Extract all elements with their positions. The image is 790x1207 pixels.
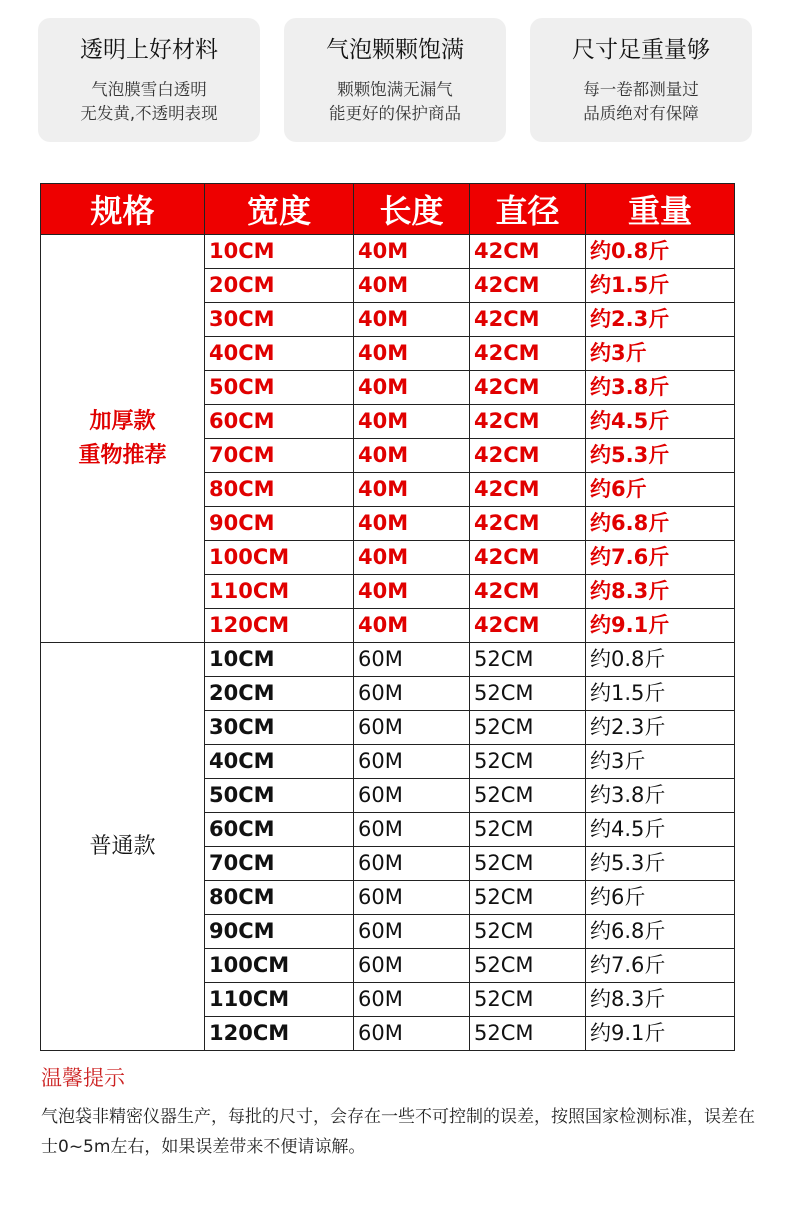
feature-card-size: [530, 18, 752, 142]
header-diameter: 直径: [470, 184, 586, 235]
diameter-cell: 52CM: [470, 915, 586, 949]
weight-cell: 约5.3斤: [586, 439, 735, 473]
weight-cell: 约2.3斤: [586, 303, 735, 337]
width-cell: 90CM: [205, 507, 354, 541]
feature-card-desc-line1: 气泡膜雪白透明: [91, 80, 207, 99]
diameter-cell: 42CM: [470, 371, 586, 405]
length-cell: 40M: [354, 269, 470, 303]
width-cell: 50CM: [205, 371, 354, 405]
width-cell: 30CM: [205, 303, 354, 337]
diameter-cell: 52CM: [470, 1017, 586, 1051]
width-cell: 30CM: [205, 711, 354, 745]
width-cell: 60CM: [205, 813, 354, 847]
width-cell: 80CM: [205, 473, 354, 507]
width-cell: 110CM: [205, 983, 354, 1017]
length-cell: 60M: [354, 711, 470, 745]
note-body: 气泡袋非精密仪器生产，每批的尺寸，会存在一些不可控制的误差，按照国家检测标准，误差在士0~5m左右，如果误差带来不便请谅解。: [41, 1107, 755, 1157]
weight-cell: 约6.8斤: [586, 507, 735, 541]
spec-table-header: [41, 184, 735, 235]
length-cell: 60M: [354, 643, 470, 677]
width-cell: 10CM: [205, 643, 354, 677]
length-cell: 60M: [354, 745, 470, 779]
diameter-cell: 42CM: [470, 473, 586, 507]
diameter-cell: 52CM: [470, 779, 586, 813]
width-cell: 100CM: [205, 541, 354, 575]
diameter-cell: 52CM: [470, 881, 586, 915]
feature-card-title: 透明上好材料: [80, 37, 218, 63]
weight-cell: 约3斤: [586, 337, 735, 371]
diameter-cell: 42CM: [470, 609, 586, 643]
feature-card-desc-line2: 品质绝对有保障: [583, 104, 699, 123]
diameter-cell: 52CM: [470, 643, 586, 677]
weight-cell: 约1.5斤: [586, 677, 735, 711]
diameter-cell: 42CM: [470, 507, 586, 541]
width-cell: 40CM: [205, 337, 354, 371]
width-cell: 90CM: [205, 915, 354, 949]
length-cell: 40M: [354, 541, 470, 575]
spec-table: [40, 183, 735, 1051]
width-cell: 110CM: [205, 575, 354, 609]
header-length: 长度: [354, 184, 470, 235]
length-cell: 60M: [354, 983, 470, 1017]
width-cell: 70CM: [205, 847, 354, 881]
group-label: [41, 235, 205, 643]
table-row: [41, 643, 735, 677]
diameter-cell: 52CM: [470, 949, 586, 983]
group-label-line1: 普通款: [89, 833, 156, 859]
length-cell: 40M: [354, 303, 470, 337]
length-cell: 60M: [354, 1017, 470, 1051]
width-cell: 80CM: [205, 881, 354, 915]
width-cell: 20CM: [205, 269, 354, 303]
feature-card-title: 气泡颗颗饱满: [326, 37, 464, 63]
length-cell: 40M: [354, 609, 470, 643]
weight-cell: 约9.1斤: [586, 609, 735, 643]
weight-cell: 约7.6斤: [586, 541, 735, 575]
weight-cell: 约8.3斤: [586, 575, 735, 609]
length-cell: 40M: [354, 405, 470, 439]
diameter-cell: 42CM: [470, 303, 586, 337]
note-title: 温馨提示: [41, 1066, 125, 1090]
weight-cell: 约6.8斤: [586, 915, 735, 949]
group-label-line2: 重物推荐: [78, 442, 167, 468]
width-cell: 70CM: [205, 439, 354, 473]
diameter-cell: 52CM: [470, 711, 586, 745]
diameter-cell: 42CM: [470, 541, 586, 575]
weight-cell: 约0.8斤: [586, 643, 735, 677]
width-cell: 40CM: [205, 745, 354, 779]
length-cell: 40M: [354, 371, 470, 405]
weight-cell: 约9.1斤: [586, 1017, 735, 1051]
table-row: [41, 235, 735, 269]
feature-card-desc-line1: 颗颗饱满无漏气: [337, 80, 453, 99]
feature-card-desc-line2: 无发黄,不透明表现: [80, 104, 218, 123]
weight-cell: 约3斤: [586, 745, 735, 779]
diameter-cell: 42CM: [470, 269, 586, 303]
diameter-cell: 42CM: [470, 439, 586, 473]
width-cell: 50CM: [205, 779, 354, 813]
spec-table-body: [41, 235, 735, 1051]
header-spec: 规格: [41, 184, 205, 235]
weight-cell: 约4.5斤: [586, 813, 735, 847]
weight-cell: 约6斤: [586, 881, 735, 915]
weight-cell: 约8.3斤: [586, 983, 735, 1017]
length-cell: 40M: [354, 337, 470, 371]
length-cell: 40M: [354, 439, 470, 473]
length-cell: 60M: [354, 779, 470, 813]
diameter-cell: 42CM: [470, 405, 586, 439]
weight-cell: 约2.3斤: [586, 711, 735, 745]
length-cell: 60M: [354, 881, 470, 915]
diameter-cell: 52CM: [470, 983, 586, 1017]
weight-cell: 约3.8斤: [586, 371, 735, 405]
weight-cell: 约7.6斤: [586, 949, 735, 983]
diameter-cell: 42CM: [470, 235, 586, 269]
header-width: 宽度: [205, 184, 354, 235]
feature-card-bubbles: [284, 18, 506, 142]
width-cell: 10CM: [205, 235, 354, 269]
feature-card-transparent: [38, 18, 260, 142]
feature-card-desc-line2: 能更好的保护商品: [329, 104, 461, 123]
diameter-cell: 42CM: [470, 337, 586, 371]
diameter-cell: 52CM: [470, 847, 586, 881]
header-weight: 重量: [586, 184, 735, 235]
length-cell: 40M: [354, 473, 470, 507]
length-cell: 60M: [354, 915, 470, 949]
diameter-cell: 42CM: [470, 575, 586, 609]
weight-cell: 约5.3斤: [586, 847, 735, 881]
width-cell: 120CM: [205, 1017, 354, 1051]
width-cell: 100CM: [205, 949, 354, 983]
feature-cards: [38, 18, 752, 142]
length-cell: 40M: [354, 507, 470, 541]
weight-cell: 约0.8斤: [586, 235, 735, 269]
feature-card-desc-line1: 每一卷都测量过: [583, 80, 699, 99]
weight-cell: 约4.5斤: [586, 405, 735, 439]
group-label-line1: 加厚款: [89, 408, 156, 434]
width-cell: 60CM: [205, 405, 354, 439]
weight-cell: 约6斤: [586, 473, 735, 507]
diameter-cell: 52CM: [470, 745, 586, 779]
feature-card-title: 尺寸足重量够: [572, 37, 710, 63]
length-cell: 60M: [354, 677, 470, 711]
length-cell: 60M: [354, 847, 470, 881]
group-label: [41, 643, 205, 1051]
width-cell: 120CM: [205, 609, 354, 643]
weight-cell: 约3.8斤: [586, 779, 735, 813]
diameter-cell: 52CM: [470, 677, 586, 711]
length-cell: 60M: [354, 813, 470, 847]
width-cell: 20CM: [205, 677, 354, 711]
diameter-cell: 52CM: [470, 813, 586, 847]
length-cell: 40M: [354, 235, 470, 269]
length-cell: 40M: [354, 575, 470, 609]
weight-cell: 约1.5斤: [586, 269, 735, 303]
length-cell: 60M: [354, 949, 470, 983]
